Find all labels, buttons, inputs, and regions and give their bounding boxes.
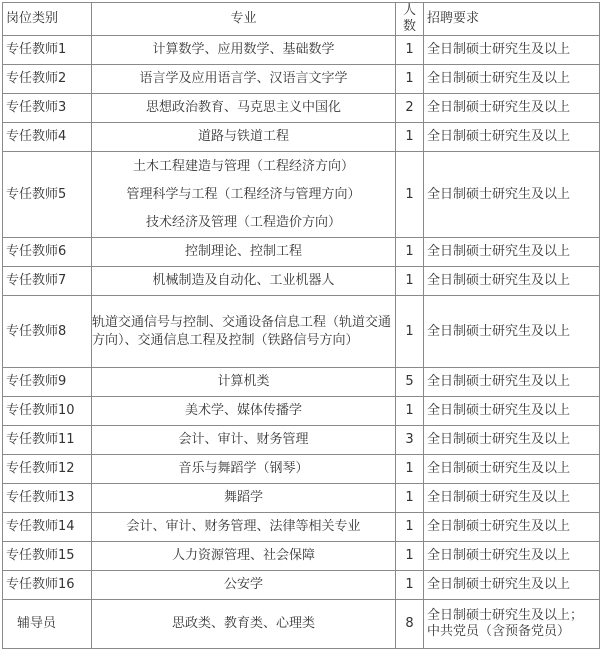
cell-count: 3 — [396, 426, 424, 455]
table-row — [3, 123, 600, 152]
cell-category: 专任教师8 — [3, 296, 92, 368]
cell-major — [92, 571, 396, 600]
major-line: 思想政治教育、马克思主义中国化 — [145, 100, 341, 115]
requirement-line: 全日制硕士研究生及以上 — [427, 244, 571, 259]
cell-category: 专任教师11 — [3, 426, 92, 455]
requirement-line: 全日制硕士研究生及以上 — [427, 323, 571, 339]
cell-count: 1 — [396, 455, 424, 484]
table-row — [3, 397, 600, 426]
cell-major — [92, 368, 396, 397]
cell-major — [92, 542, 396, 571]
major-line: 公安学 — [223, 577, 263, 592]
cell-count: 1 — [396, 484, 424, 513]
cell-requirement — [424, 513, 600, 542]
cell-category: 专任教师2 — [3, 65, 92, 94]
requirement-line: 全日制硕士研究生及以上 — [427, 548, 571, 563]
cell-major — [92, 238, 396, 267]
table-row — [3, 94, 600, 123]
table-row — [3, 542, 600, 571]
header-requirement: 招聘要求 — [424, 3, 600, 36]
table-row — [3, 368, 600, 397]
cell-major — [92, 455, 396, 484]
table-row — [3, 152, 600, 238]
cell-major — [92, 426, 396, 455]
cell-count: 1 — [396, 36, 424, 65]
major-line: 舞蹈学 — [223, 490, 263, 505]
requirement-line: 全日制硕士研究生及以上 — [427, 577, 571, 592]
cell-requirement — [424, 65, 600, 94]
cell-category: 专任教师1 — [3, 36, 92, 65]
header-count: 人数 — [396, 3, 424, 36]
major-line: 管理科学与工程（工程经济与管理方向） — [126, 186, 361, 202]
cell-category: 专任教师5 — [3, 152, 92, 238]
cell-category: 专任教师14 — [3, 513, 92, 542]
cell-count: 1 — [396, 296, 424, 368]
cell-major — [92, 600, 396, 649]
cell-category: 专任教师7 — [3, 267, 92, 296]
major-line: 计算机类 — [217, 374, 270, 389]
major-line: 道路与铁道工程 — [197, 129, 289, 144]
cell-major — [92, 267, 396, 296]
cell-requirement — [424, 484, 600, 513]
major-line: 会计、审计、财务管理 — [178, 432, 309, 447]
cell-major — [92, 513, 396, 542]
cell-major — [92, 94, 396, 123]
cell-requirement — [424, 296, 600, 368]
table-row — [3, 65, 600, 94]
cell-category: 专任教师15 — [3, 542, 92, 571]
recruitment-table — [2, 2, 600, 649]
cell-requirement — [424, 368, 600, 397]
requirement-line: 全日制硕士研究生及以上 — [427, 100, 571, 115]
cell-major — [92, 397, 396, 426]
cell-count: 2 — [396, 94, 424, 123]
major-line: 思政类、教育类、心理类 — [171, 616, 315, 631]
cell-requirement — [424, 542, 600, 571]
table-row — [3, 484, 600, 513]
cell-requirement — [424, 94, 600, 123]
requirement-line: 全日制硕士研究生及以上 — [427, 71, 571, 86]
major-line: 美术学、媒体传播学 — [184, 403, 302, 418]
requirement-line: 全日制硕士研究生及以上 — [427, 461, 571, 476]
major-line: 人力资源管理、社会保障 — [171, 548, 315, 563]
cell-count: 1 — [396, 397, 424, 426]
major-line: 控制理论、控制工程 — [184, 244, 302, 259]
cell-category: 专任教师16 — [3, 571, 92, 600]
cell-requirement — [424, 238, 600, 267]
cell-category: 专任教师3 — [3, 94, 92, 123]
cell-major — [92, 36, 396, 65]
major-line: 会计、审计、财务管理、法律等相关专业 — [126, 519, 361, 534]
cell-requirement — [424, 426, 600, 455]
cell-count: 1 — [396, 123, 424, 152]
cell-count: 1 — [396, 267, 424, 296]
cell-category: 专任教师12 — [3, 455, 92, 484]
cell-requirement — [424, 455, 600, 484]
cell-category: 专任教师6 — [3, 238, 92, 267]
requirement-line: 全日制硕士研究生及以上 — [427, 490, 571, 505]
table-row — [3, 296, 600, 368]
cell-requirement — [424, 36, 600, 65]
table-row — [3, 267, 600, 296]
major-line: 轨道交通信号与控制、交通设备信息工程（轨道交通方向）、交通信息工程及控制（铁路信号方向） — [92, 314, 392, 348]
header-major: 专业 — [92, 3, 396, 36]
cell-major — [92, 123, 396, 152]
requirement-line: 全日制硕士研究生及以上 — [427, 186, 571, 202]
header-category: 岗位类别 — [3, 3, 92, 36]
cell-requirement — [424, 600, 600, 649]
cell-requirement — [424, 152, 600, 238]
major-line: 语言学及应用语言学、汉语言文字学 — [139, 71, 348, 86]
major-line: 计算数学、应用数学、基础数学 — [152, 42, 335, 57]
table-row — [3, 600, 600, 649]
cell-requirement — [424, 397, 600, 426]
table-row — [3, 571, 600, 600]
major-line: 机械制造及自动化、工业机器人 — [152, 273, 335, 288]
cell-category: 专任教师9 — [3, 368, 92, 397]
cell-count: 1 — [396, 513, 424, 542]
cell-count: 1 — [396, 571, 424, 600]
table-header-row — [3, 3, 600, 36]
table-body — [3, 36, 600, 649]
cell-count: 5 — [396, 368, 424, 397]
table-row — [3, 455, 600, 484]
table-row — [3, 513, 600, 542]
cell-major — [92, 65, 396, 94]
requirement-line: 中共党员（含预备党员） — [427, 624, 571, 639]
cell-category: 专任教师13 — [3, 484, 92, 513]
cell-requirement — [424, 571, 600, 600]
table-row — [3, 238, 600, 267]
cell-category: 专任教师4 — [3, 123, 92, 152]
cell-category: 专任教师10 — [3, 397, 92, 426]
table-row — [3, 36, 600, 65]
cell-count: 1 — [396, 542, 424, 571]
requirement-line: 全日制硕士研究生及以上 — [427, 403, 571, 418]
cell-requirement — [424, 123, 600, 152]
cell-count: 1 — [396, 238, 424, 267]
cell-count: 1 — [396, 152, 424, 238]
cell-count: 8 — [396, 600, 424, 649]
cell-major — [92, 296, 396, 368]
requirement-line: 全日制硕士研究生及以上； — [427, 608, 584, 623]
major-line: 技术经济及管理（工程造价方向） — [145, 214, 341, 230]
cell-requirement — [424, 267, 600, 296]
cell-major — [92, 152, 396, 238]
major-line: 音乐与舞蹈学（钢琴） — [178, 461, 309, 476]
requirement-line: 全日制硕士研究生及以上 — [427, 42, 571, 57]
cell-major — [92, 484, 396, 513]
table-row — [3, 426, 600, 455]
requirement-line: 全日制硕士研究生及以上 — [427, 432, 571, 447]
cell-count: 1 — [396, 65, 424, 94]
cell-category: 辅导员 — [3, 600, 92, 649]
requirement-line: 全日制硕士研究生及以上 — [427, 519, 571, 534]
requirement-line: 全日制硕士研究生及以上 — [427, 273, 571, 288]
requirement-line: 全日制硕士研究生及以上 — [427, 374, 571, 389]
major-line: 土木工程建造与管理（工程经济方向） — [132, 158, 354, 174]
requirement-line: 全日制硕士研究生及以上 — [427, 129, 571, 144]
